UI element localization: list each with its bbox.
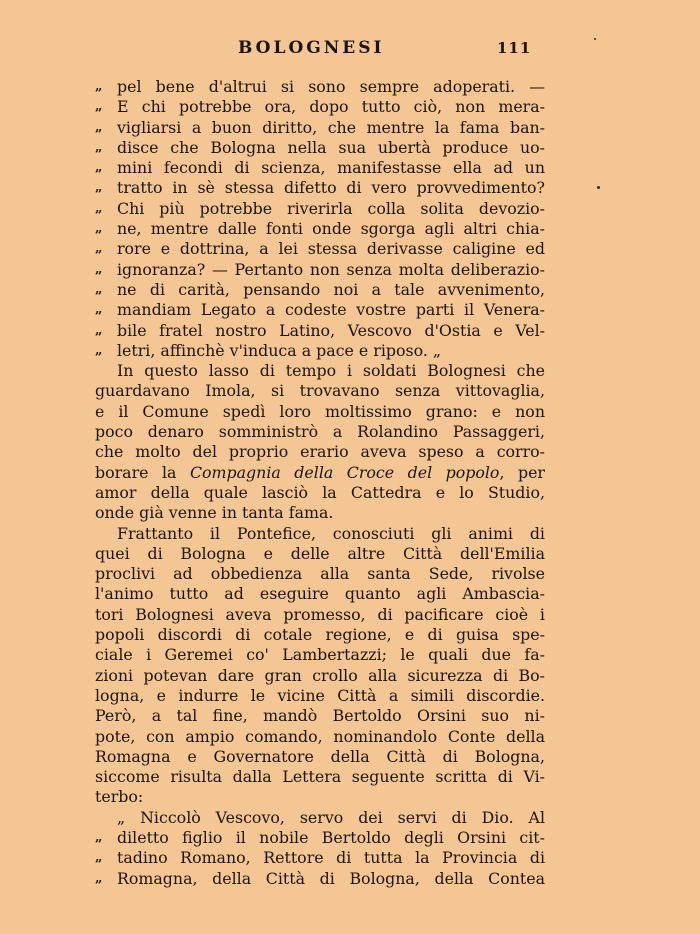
text-line <box>95 706 545 726</box>
text-line <box>95 239 545 259</box>
text-line <box>95 442 545 462</box>
text-line <box>95 767 545 787</box>
line-text: diletto figlio il nobile Bertoldo degli Orsini cit- <box>117 827 545 847</box>
quote-mark: „ <box>95 119 103 135</box>
line-text: mini fecondi di scienza, manifestasse ella ad un <box>117 158 545 178</box>
text-line <box>95 260 545 280</box>
text-line <box>95 178 545 198</box>
text-line <box>95 686 545 706</box>
line-text: mandiam Legato a codeste vostre parti il Venera- <box>117 300 545 320</box>
line-text: guardavano Imola, si trovavano senza vittovaglia, <box>95 381 545 401</box>
quote-mark: „ <box>95 342 103 358</box>
line-text: pote, con ampio comando, nominandolo Conte della <box>95 726 545 746</box>
text-line <box>95 97 545 117</box>
text-line <box>95 483 545 503</box>
text-line <box>95 503 545 523</box>
text-line <box>95 463 545 483</box>
italic-text: Compagnia della Croce del popolo <box>189 462 500 482</box>
line-text: siccome risulta dalla Lettera seguente scritta di Vi- <box>95 767 545 787</box>
line-text: borare la <box>95 462 190 482</box>
line-text: terbo: <box>95 787 144 807</box>
text-line <box>95 828 545 848</box>
line-text: che molto del proprio erario aveva speso a corro- <box>95 442 545 462</box>
line-text: letri, affinchè v'induca a pace e riposo. „ <box>117 340 442 360</box>
text-line <box>95 524 545 544</box>
text-line <box>95 341 545 361</box>
line-text: Frattanto il Pontefice, conosciuti gli animi di <box>117 523 545 543</box>
text-line <box>95 584 545 604</box>
line-text: ciale i Geremei co' Lambertazzi; le quali due fa- <box>95 645 545 665</box>
text-line <box>95 158 545 178</box>
line-text: ne, mentre dalle fonti onde sgorga agli altri chia- <box>117 219 545 239</box>
ink-speck <box>597 186 600 189</box>
line-text: ignoranza? — Pertanto non senza molta deliberazio- <box>117 259 545 279</box>
text-line <box>95 361 545 381</box>
text-line <box>95 869 545 889</box>
line-text: Però, a tal fine, mandò Bertoldo Orsini suo ni- <box>95 706 545 726</box>
line-text: In questo lasso di tempo i soldati Bolognesi che <box>117 361 545 381</box>
quote-mark: „ <box>95 850 103 866</box>
quote-mark: „ <box>95 241 103 257</box>
line-text: quei di Bologna e delle altre Città dell'Emilia <box>95 543 545 563</box>
quote-mark: „ <box>95 99 103 115</box>
line-text: bile fratel nostro Latino, Vescovo d'Ostia e Vel- <box>117 320 545 340</box>
line-text: disce che Bologna nella sua ubertà produce uo- <box>117 137 545 157</box>
text-line <box>95 787 545 807</box>
ink-speck <box>594 38 596 40</box>
quote-mark: „ <box>95 79 103 94</box>
running-title: BOLOGNESI <box>238 38 385 58</box>
text-line <box>95 138 545 158</box>
line-text: Romagna e Governatore della Città di Bologna, <box>95 746 545 766</box>
text-line <box>95 625 545 645</box>
text-line <box>95 544 545 564</box>
quote-mark: „ <box>95 322 103 338</box>
line-text: E chi potrebbe ora, dopo tutto ciò, non mera- <box>117 97 545 117</box>
line-text: onde già venne in tanta fama. <box>95 503 334 523</box>
quote-mark: „ <box>95 302 103 318</box>
line-text: tratto in sè stessa difetto di vero provvedimento? <box>117 178 545 198</box>
quote-mark: „ <box>95 139 103 155</box>
text-line <box>95 645 545 665</box>
line-text-after: , per <box>499 462 545 482</box>
line-text: logna, e indurre le vicine Città a simili discordie. <box>95 685 545 705</box>
line-text: vigliarsi a buon diritto, che mentre la fama ban- <box>117 117 545 137</box>
line-text: proclivi ad obbedienza alla santa Sede, rivolse <box>95 564 545 584</box>
page-header <box>0 38 700 62</box>
line-text: popoli discordi di cotale regione, e di guisa spe- <box>95 625 545 645</box>
text-line <box>95 747 545 767</box>
line-text: e il Comune spedì loro moltissimo grano: e non <box>95 401 545 421</box>
quote-mark: „ <box>95 200 103 216</box>
line-text: pel bene d'altrui si sono sempre adoperati. — <box>117 77 545 96</box>
page-number: 111 <box>497 39 532 57</box>
text-line <box>95 402 545 422</box>
text-line <box>95 422 545 442</box>
text-line <box>95 605 545 625</box>
text-line <box>95 321 545 341</box>
quote-mark: „ <box>95 829 103 845</box>
line-text: tadino Romano, Rettore di tutta la Provincia di <box>117 848 545 868</box>
line-text: ne di carità, pensando noi a tale avvenimento, <box>117 279 545 299</box>
line-text: amor della quale lasciò la Cattedra e lo Studio, <box>95 482 545 502</box>
text-line <box>95 118 545 138</box>
text-line <box>95 280 545 300</box>
line-text: zioni potevan dare gran crollo alla sicurezza di Bo- <box>95 665 545 685</box>
quote-mark: „ <box>95 221 103 237</box>
text-line <box>95 666 545 686</box>
line-text: Chi più potrebbe riverirla colla solita devozio- <box>117 198 545 218</box>
line-text: l'animo tutto ad eseguire quanto agli Ambascia- <box>95 584 545 604</box>
line-text: „ Niccolò Vescovo, servo dei servi di Dio. Al <box>117 807 545 827</box>
text-line <box>95 199 545 219</box>
quote-mark: „ <box>95 281 103 297</box>
body-text <box>95 77 545 889</box>
line-text: rore e dottrina, a lei stessa derivasse caligine ed <box>117 239 545 259</box>
quote-mark: „ <box>95 180 103 196</box>
text-line <box>95 727 545 747</box>
quote-mark: „ <box>95 160 103 176</box>
text-line <box>95 848 545 868</box>
quote-mark: „ <box>95 870 103 886</box>
line-text: poco denaro somministrò a Rolandino Passaggeri, <box>95 422 545 442</box>
line-text: tori Bolognesi aveva promesso, di pacificare cioè i <box>95 604 545 624</box>
text-line <box>95 300 545 320</box>
text-line <box>95 77 545 97</box>
text-line <box>95 381 545 401</box>
text-line <box>95 808 545 828</box>
text-line <box>95 564 545 584</box>
text-line <box>95 219 545 239</box>
quote-mark: „ <box>95 261 103 277</box>
line-text: Romagna, della Città di Bologna, della Contea <box>117 868 545 888</box>
